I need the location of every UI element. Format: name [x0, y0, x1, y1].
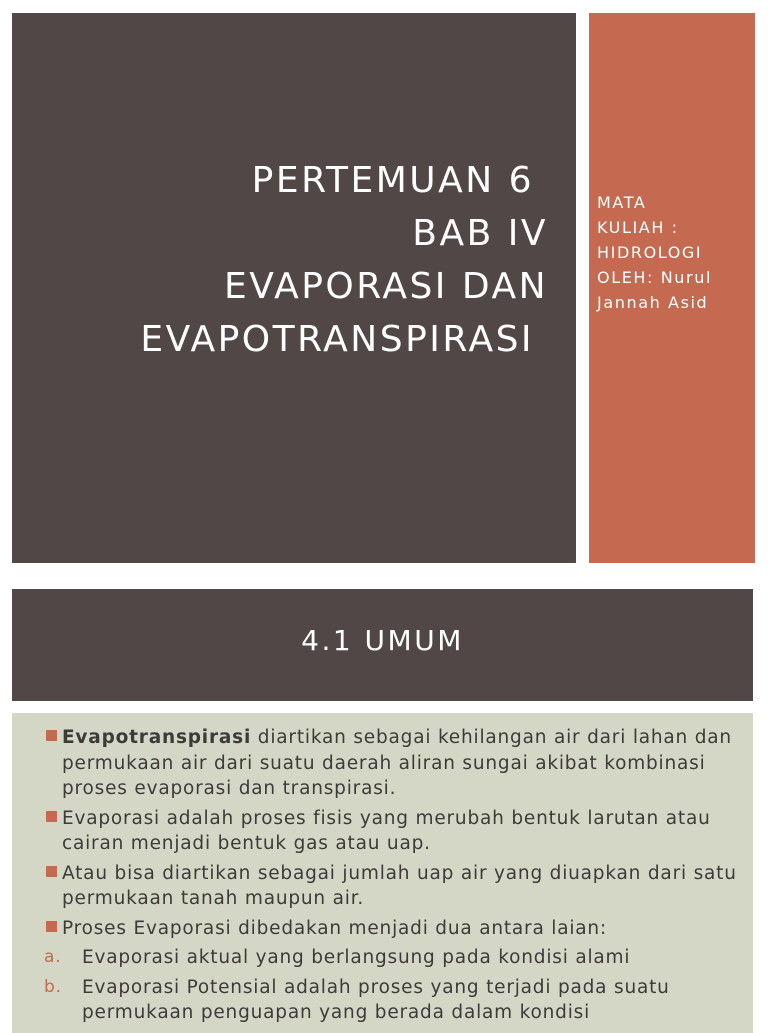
subtitle-line: MATA — [597, 193, 647, 212]
lettered-text: Evaporasi aktual yang berlangsung pada kondisi alami — [82, 947, 631, 968]
bullet-text: Atau bisa diartikan sebagai jumlah uap air yang diuapkan dari satu permukaan tanah maupun air. — [62, 862, 737, 909]
title-line: BAB IV — [412, 213, 548, 254]
subtitle-line: Jannah Asid — [597, 293, 709, 312]
list-marker: b. — [44, 976, 62, 997]
bullet-item — [44, 806, 753, 857]
square-bullet-icon — [46, 866, 57, 877]
section-header-panel — [12, 589, 753, 701]
bullet-list — [12, 713, 753, 941]
title-slide-main-panel — [12, 13, 576, 563]
list-marker: a. — [44, 947, 62, 967]
square-bullet-icon — [46, 730, 57, 741]
slide-subtitle — [597, 190, 753, 315]
lettered-item — [44, 945, 753, 971]
bullet-item — [44, 861, 753, 912]
square-bullet-icon — [46, 921, 57, 932]
slide-title — [140, 154, 548, 366]
title-slide-side-panel — [589, 13, 755, 563]
section-body-panel — [12, 713, 753, 1033]
subtitle-line: HIDROLOGI — [597, 243, 703, 262]
bullet-text: Evaporasi adalah proses fisis yang merubah bentuk larutan atau cairan menjadi bentuk gas atau uap. — [62, 807, 711, 854]
lettered-item — [44, 975, 753, 1026]
subtitle-line: KULIAH : — [597, 218, 679, 237]
lettered-list — [12, 945, 753, 1026]
title-line: EVAPOTRANSPIRASI — [140, 319, 548, 360]
bullet-item — [44, 725, 753, 802]
bullet-item — [44, 916, 753, 942]
section-heading: 4.1 UMUM — [301, 624, 464, 657]
title-line: EVAPORASI DAN — [224, 266, 548, 307]
bullet-text: Proses Evaporasi dibedakan menjadi dua antara laian: — [62, 917, 607, 939]
bullet-text: diartikan sebagai kehilangan air dari lahan dan permukaan air dari suatu daerah aliran sungai akibat kombinasi proses evaporasi dan transpirasi. — [62, 727, 732, 799]
lettered-text: Evaporasi Potensial adalah proses yang terjadi pada suatu permukaan penguapan yang berada dalam kondisi — [82, 976, 670, 1023]
title-line: PERTEMUAN 6 — [251, 160, 548, 201]
bullet-bold-term: Evapotranspirasi — [62, 727, 252, 748]
square-bullet-icon — [46, 811, 57, 822]
subtitle-line: OLEH: Nurul — [597, 268, 712, 287]
